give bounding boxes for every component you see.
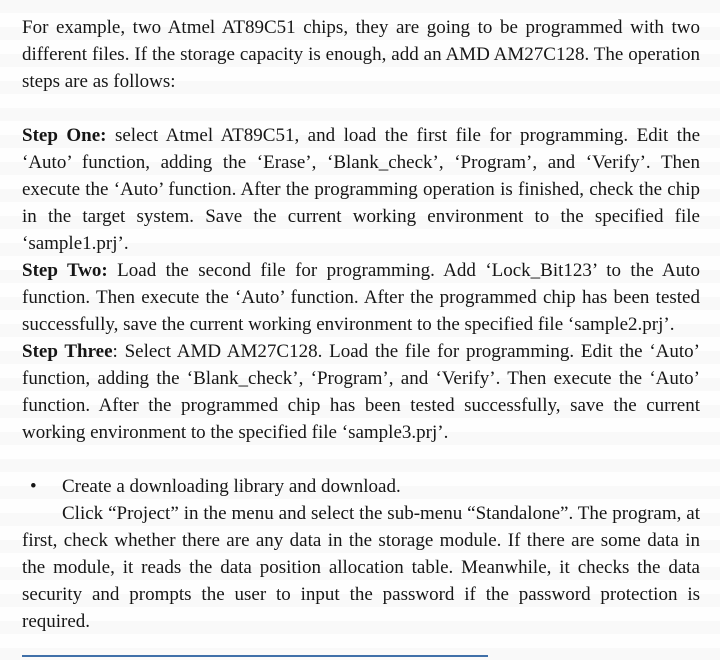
intro-paragraph: For example, two Atmel AT89C51 chips, they are going to be programmed with two different files. If the storage capacity is enough, add an AMD AM27C128. The operation steps are as follows: xyxy=(22,17,700,92)
blue-divider xyxy=(22,655,488,657)
step-three-paragraph xyxy=(22,338,700,446)
step-one-text: select Atmel AT89C51, and load the first file for programming. Edit the ‘Auto’ function, adding the ‘Erase’, ‘Blank_check’, ‘Program’, and ‘Verify’. Then execute the ‘Auto’ function. After the programming operation is finished, check the chip in the target system. Save the current working environment to the specified file ‘sample1.prj’. xyxy=(22,125,700,254)
step-three-label: Step Three xyxy=(22,341,113,362)
closing-paragraph: Click “Project” in the menu and select the sub-menu “Standalone”. The program, at first, check whether there are any data in the storage module. If there are some data in the module, it reads the data position allocation table. Meanwhile, it checks the data security and prompts the user to input the password if the password protection is required. xyxy=(22,503,700,632)
step-one-paragraph xyxy=(22,122,700,257)
bullet-icon: • xyxy=(30,476,37,497)
step-two-label: Step Two: xyxy=(22,260,108,281)
step-three-text: : Select AMD AM27C128. Load the file for programming. Edit the ‘Auto’ function, adding the ‘Blank_check’, ‘Program’, and ‘Verify’. Then execute the ‘Auto’ function. After the programmed chip has been tested successfully, save the current working environment to the specified file ‘sample3.prj’. xyxy=(22,341,700,443)
bullet-item-text: Create a downloading library and download. xyxy=(62,476,401,497)
step-two-text: Load the second file for programming. Add ‘Lock_Bit123’ to the Auto function. Then execute the ‘Auto’ function. After the programmed chip has been tested successfully, save the current working environment to the specified file ‘sample2.prj’. xyxy=(22,260,700,335)
bullet-list-item xyxy=(22,473,700,500)
step-two-paragraph xyxy=(22,257,700,338)
step-one-label: Step One: xyxy=(22,125,107,146)
